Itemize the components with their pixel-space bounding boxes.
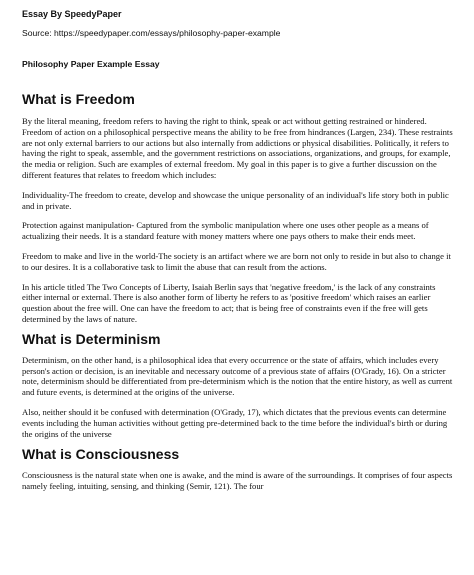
section-determinism — [22, 331, 453, 440]
paragraph: Determinism, on the other hand, is a philosophical idea that every occurrence or the state of affairs, which includes every person's action or decision, is an inevitable and necessary outcome of a previous state of affairs (O'Grady, 16). On a stricter note, determinism should be differentiated from pre-determinism which is the notion that the entire history, as well as current and future events, is determined at the origins of the universe. — [22, 354, 453, 398]
section-heading: What is Consciousness — [22, 446, 180, 463]
paragraph: Protection against manipulation- Captured from the symbolic manipulation where one uses other people as a means of actualizing their needs. It is a standard feature with money matters where one pays others to make their ends meet. — [22, 220, 429, 242]
essay-title: Philosophy Paper Example Essay — [22, 59, 160, 69]
section-heading: What is Determinism — [22, 330, 161, 347]
source-line: Source: https://speedypaper.com/essays/philosophy-paper-example — [22, 28, 281, 38]
paragraph: Individuality-The freedom to create, develop and showcase the unique personality of an individual's life story both in public and in private. — [22, 189, 449, 211]
site-header-title: Essay By SpeedyPaper — [22, 9, 122, 19]
paragraph: By the literal meaning, freedom refers to having the right to think, speak or act without getting restrained or hindered. Freedom of action on a philosophical perspective means the ability to be free from hindrances (Largen, 234). These restraints are not only external barriers to our actions but also internally from addictions or physical disabilities. Politically, it refers to having the right to speak, assemble, and the government restrictions on associations, organizations, and groups, for example, the media or religion. Such are examples of external freedom. My goal in this paper is to give a further discussion on the different features that relates to freedom which includes: — [22, 116, 453, 180]
paragraph: Also, neither should it be confused with determination (O'Grady, 17), which dictates that the previous events can determine events including the human activities without getting pre-determined back to the time before the individual's birth or during the origins of the universe — [22, 406, 448, 439]
paragraph: Freedom to make and live in the world-The society is an artifact where we are born not only to reside in but also to change it to our desires. It is a collaborative task to limit the abuse that can result from the actions. — [22, 250, 451, 272]
paragraph: In his article titled The Two Concepts of Liberty, Isaiah Berlin says that 'negative freedom,' is the lack of any constraints either internal or external. There is also another form of liberty he refers to as 'positive freedom' which raises an earlier question about the free will. One can have the freedom to act; that is being free of constraints even if the free will gets determined by the laws of nature. — [22, 281, 436, 324]
section-consciousness — [22, 446, 453, 492]
paragraph: Consciousness is the natural state when one is awake, and the mind is aware of the surroundings. It comprises of four aspects namely feeling, intuiting, sensing, and thinking (Semir, 121). The four — [22, 470, 453, 492]
section-freedom — [22, 91, 453, 325]
section-heading: What is Freedom — [22, 91, 135, 107]
